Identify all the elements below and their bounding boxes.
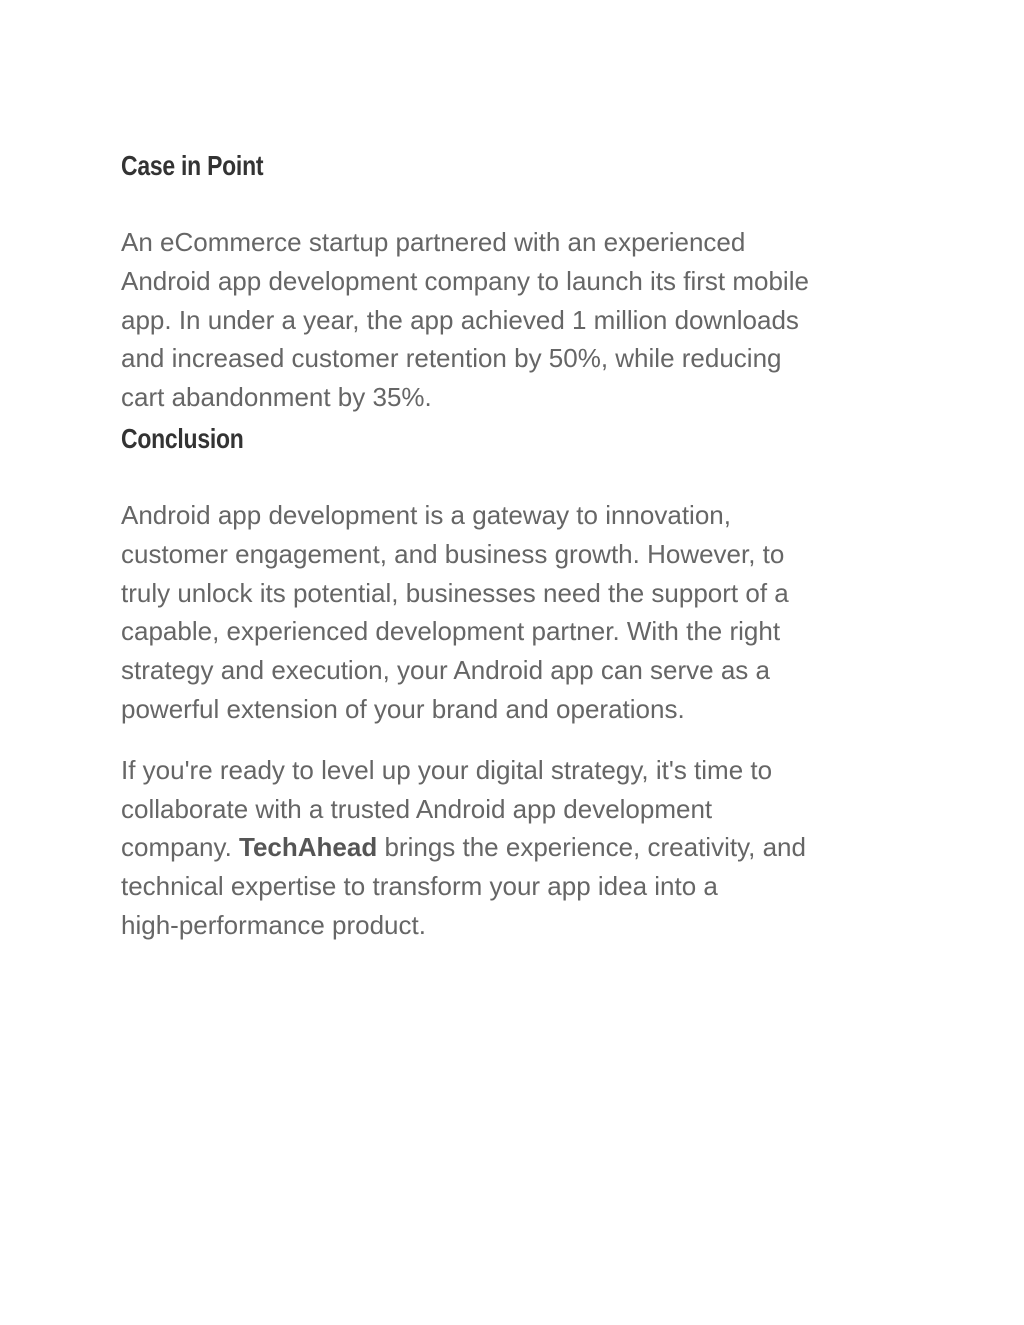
case-in-point-heading: Case in Point <box>121 150 264 181</box>
conclusion-paragraph-2-start: If you're ready to level up your digital strategy, it's time to collaborate with a trusted Android app development company. <box>121 754 773 863</box>
conclusion-paragraph-2 <box>121 751 911 945</box>
brand-name: TechAhead <box>239 832 378 863</box>
document-page <box>121 146 911 945</box>
case-in-point-paragraph: An eCommerce startup partnered with an experienced Android app development company to launch its first mobile app. In under a year, the app achieved 1 million downloads and increased customer retention by 50%, while reducing cart abandonment by 35%. <box>121 227 809 413</box>
conclusion-heading: Conclusion <box>121 422 244 454</box>
conclusion-paragraph-2-end: brings the experience, creativity, and technical expertise to transform your app idea into a high-performance product. <box>121 832 806 940</box>
conclusion-paragraph-1: Android app development is a gateway to innovation, customer engagement, and business growth. However, to truly unlock its potential, businesses need the support of a capable, experienced development partner. With the right strategy and execution, your Android app can serve as a powerful extension of your brand and operations. <box>121 499 789 724</box>
